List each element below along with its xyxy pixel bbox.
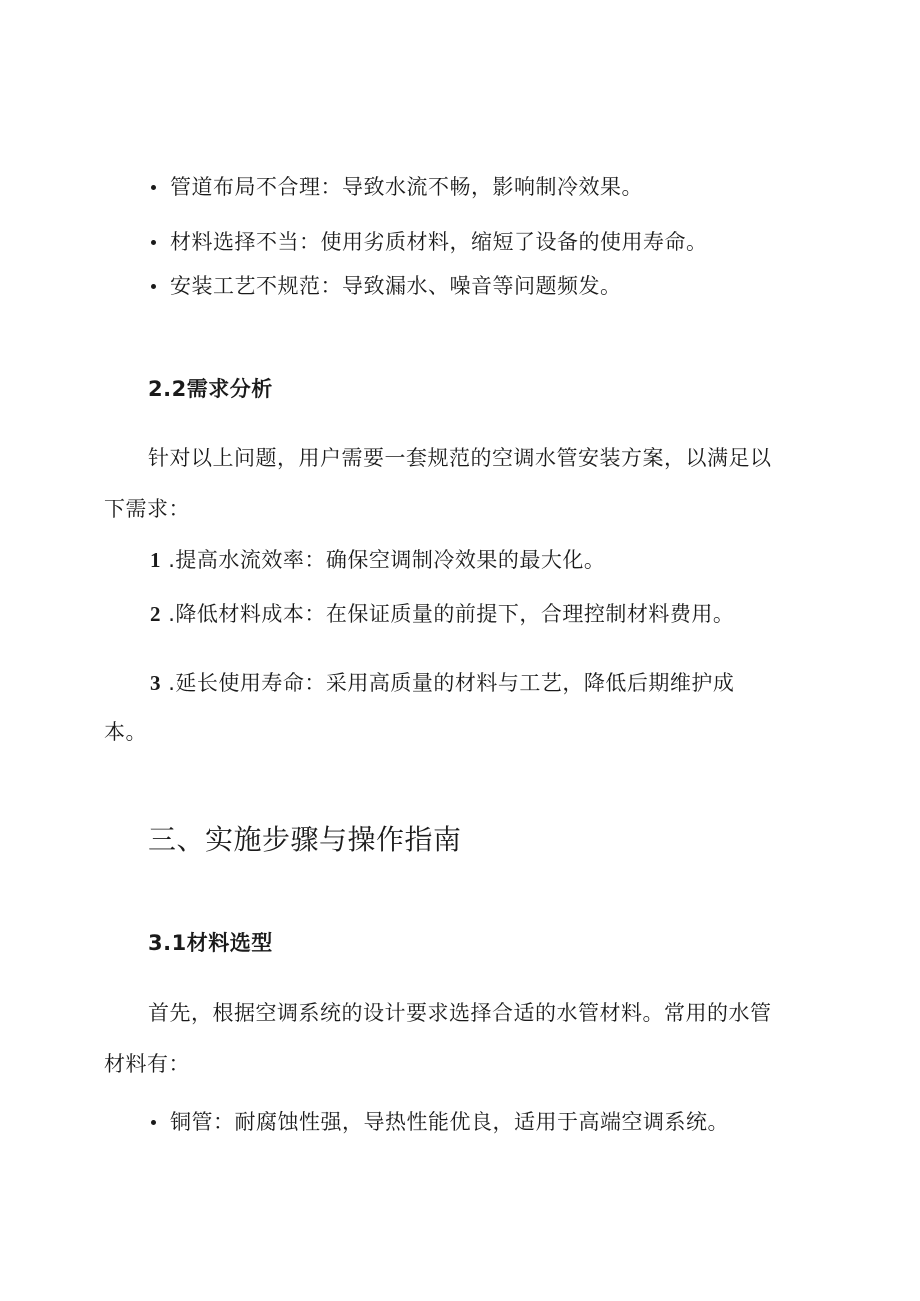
paragraph-line: 材料有： [104,1052,190,1076]
bullet-dot [151,185,156,190]
item-number: 3 [150,671,161,695]
paragraph-line: 首先，根据空调系统的设计要求选择合适的水管材料。常用的水管 [148,1001,772,1025]
problem-item: 管道布局不合理：导致水流不畅，影响制冷效果。 [170,175,643,199]
item-text: .提高水流效率：确保空调制冷效果的最大化。 [168,548,606,572]
bullet-dot [151,284,156,289]
numbered-item [150,599,734,629]
problem-item: 材料选择不当：使用劣质材料，缩短了设备的使用寿命。 [170,230,708,254]
numbered-item [150,668,734,698]
numbered-item [150,545,605,575]
paragraph-line: 下需求： [104,497,190,521]
paragraph-line: 针对以上问题，用户需要一套规范的空调水管安装方案，以满足以 [148,446,772,470]
paragraph-line: 本。 [104,720,147,744]
section-heading-2-2: 2.2需求分析 [148,377,273,401]
bullet-dot [151,240,156,245]
item-text: .延长使用寿命：采用高质量的材料与工艺，降低后期维护成 [168,671,735,695]
material-item: 铜管：耐腐蚀性强，导热性能优良，适用于高端空调系统。 [170,1110,729,1134]
problem-item: 安装工艺不规范：导致漏水、噪音等问题频发。 [170,274,622,298]
item-number: 1 [150,548,161,572]
bullet-dot [151,1120,156,1125]
item-text: .降低材料成本：在保证质量的前提下，合理控制材料费用。 [168,602,735,626]
section-heading-3-1: 3.1材料选型 [148,931,273,955]
item-number: 2 [150,602,161,626]
chapter-heading: 三、实施步骤与操作指南 [148,823,462,856]
